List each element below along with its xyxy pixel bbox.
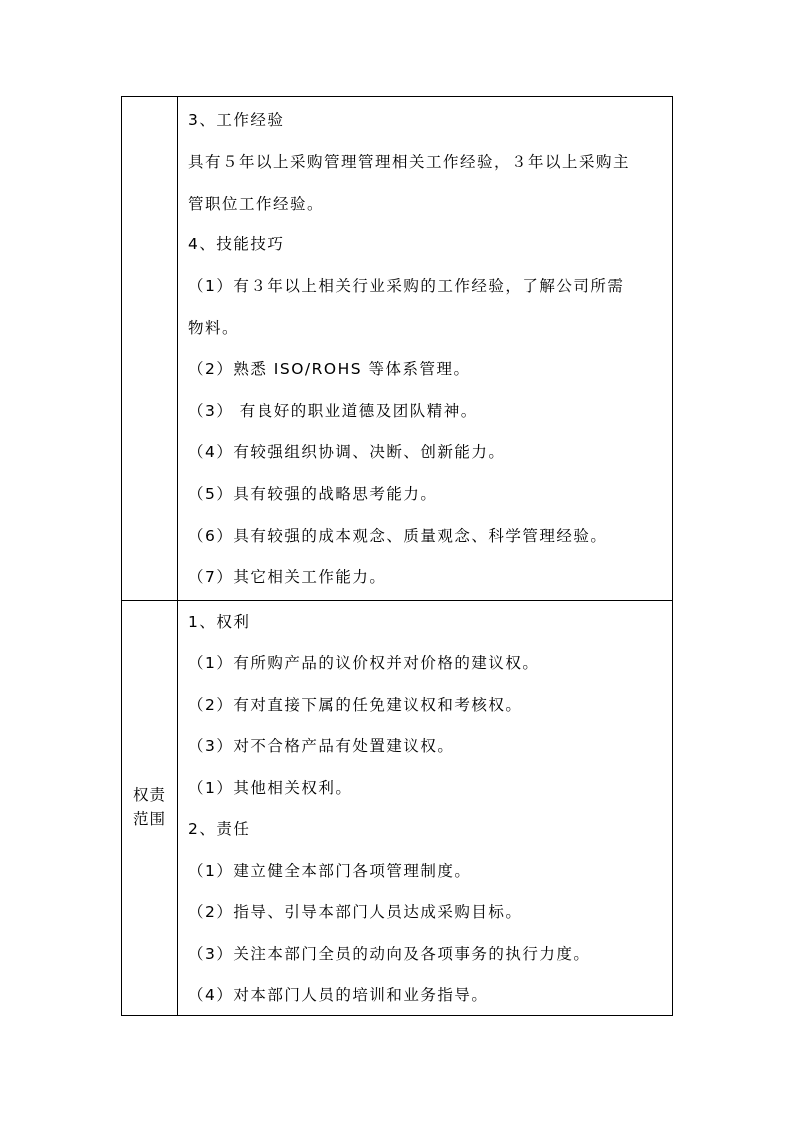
authority-label-cell (122, 600, 178, 1015)
text-line: （1）有３年以上相关行业采购的工作经验，了解公司所需 (188, 277, 625, 295)
text-line: （7）其它相关工作能力。 (188, 568, 387, 586)
text-line: 2、责任 (188, 820, 251, 838)
text-line: （1）有所购产品的议价权并对价格的建议权。 (188, 654, 540, 672)
authority-label-line1: 权责 (132, 786, 166, 804)
text-line: 具有５年以上采购管理管理相关工作经验，３年以上采购主 (188, 153, 631, 171)
text-line: 3、工作经验 (188, 111, 285, 129)
qualifications-content-cell (178, 97, 672, 600)
text-line: 1、权利 (188, 613, 251, 631)
qualifications-row (122, 97, 672, 601)
text-line: 物料。 (188, 319, 240, 337)
text-line: （2）有对直接下属的任免建议权和考核权。 (188, 696, 523, 714)
authority-row (122, 600, 672, 1015)
text-line: （3） 有良好的职业道德及团队精神。 (188, 402, 478, 420)
text-line: 管职位工作经验。 (188, 195, 325, 213)
text-line: （4）有较强组织协调、决断、创新能力。 (188, 443, 506, 461)
text-line: （6）具有较强的成本观念、质量观念、科学管理经验。 (188, 527, 608, 545)
text-line: （1）建立健全本部门各项管理制度。 (188, 862, 472, 880)
text-line: （3）关注本部门全员的动向及各项事务的执行力度。 (188, 945, 591, 963)
job-description-table (121, 96, 673, 1016)
text-line: （2）熟悉 ISO/ROHS 等体系管理。 (188, 360, 471, 378)
text-line: （1）其他相关权利。 (188, 779, 353, 797)
qualifications-label-cell (122, 97, 178, 600)
text-line: （2）指导、引导本部门人员达成采购目标。 (188, 903, 523, 921)
text-line: （3）对不合格产品有处置建议权。 (188, 737, 455, 755)
text-line: （4）对本部门人员的培训和业务指导。 (188, 986, 489, 1004)
authority-label-line2: 范围 (132, 810, 166, 828)
text-line: （5）具有较强的战略思考能力。 (188, 485, 438, 503)
authority-content-cell (178, 600, 672, 1015)
text-line: 4、技能技巧 (188, 235, 285, 253)
